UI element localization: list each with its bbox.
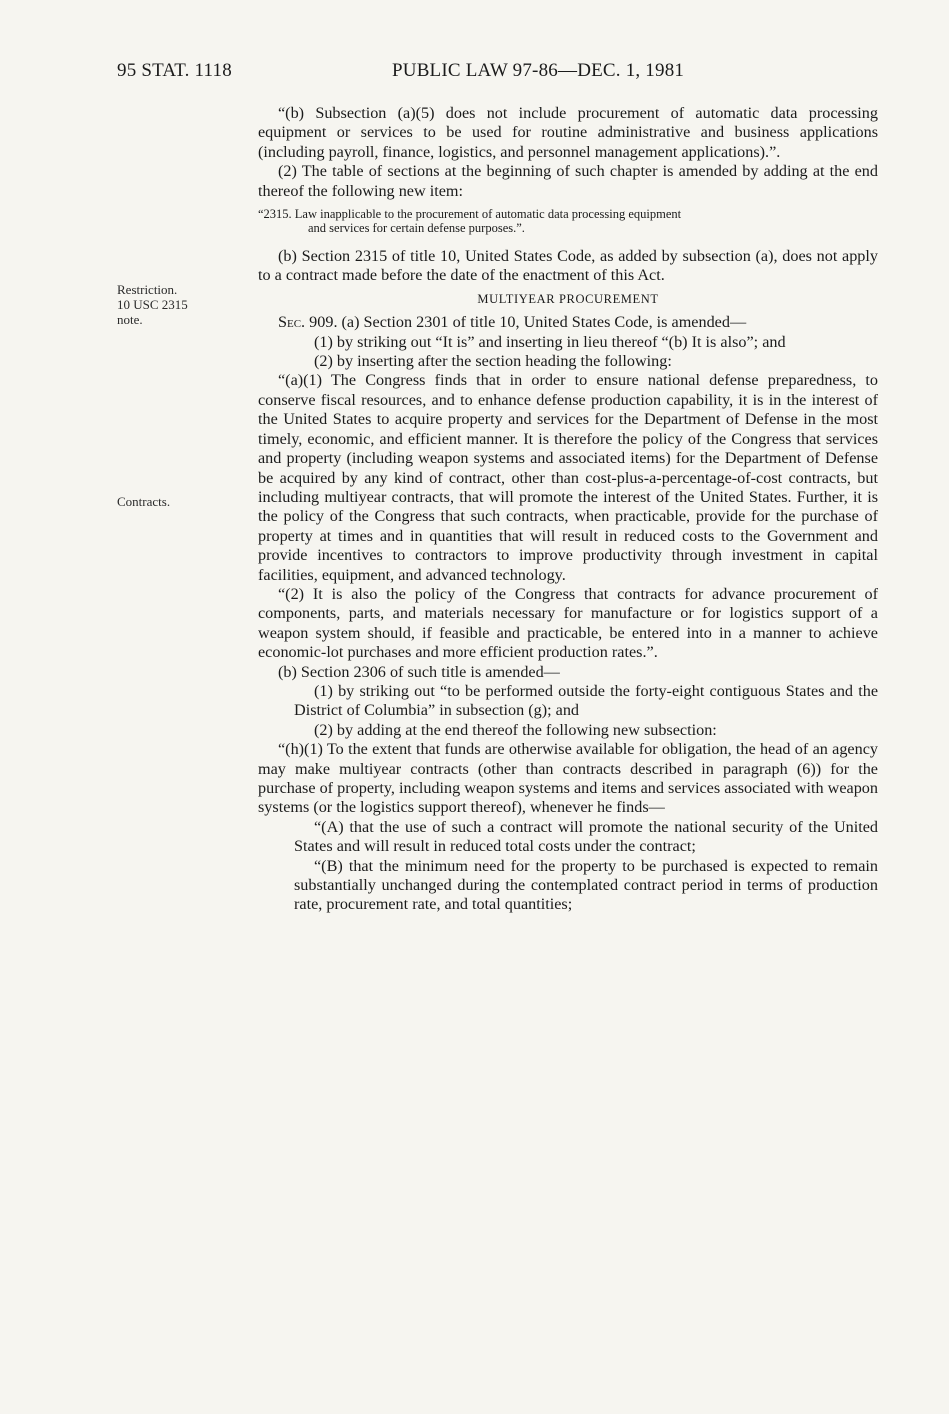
- paragraph: “(A) that the use of such a contract will promote the national security of the United States and will result in reduced total costs under the contract;: [294, 817, 878, 856]
- paragraph: (2) by adding at the end thereof the following new subsection:: [314, 720, 717, 739]
- sec-label: Sec.: [278, 313, 306, 332]
- paragraph: [258, 313, 878, 332]
- paragraph: (2) The table of sections at the beginning of such chapter is amended by adding at the end thereof the following new item:: [258, 162, 878, 200]
- margin-note-line: note.: [117, 312, 143, 327]
- table-item-line: “2315. Law inapplicable to the procurement of automatic data processing equipment: [258, 207, 682, 222]
- paragraph: “(a)(1) The Congress finds that in order to ensure national defense preparedness, to conserve fiscal resources, and to enhance defense production capability, it is in the interest of the United States to acquire property and services for the Department of Defense in the most timely, economic, and efficient manner. It is therefore the policy of the Congress that services and property (including weapon systems and associated items) for the Department of Defense be acquired by any kind of contract, other than cost-plus-a-percentage-of-cost contracts, but including multiyear contracts, that will promote the interest of the United States. Further, it is the policy of the Congress that such contracts, when practicable, provide for the purchase of property at times and in quantities that will result in reduced costs to the Government and provide incentives to contractors to improve productivity through investment in capital facilities, equipment, and advanced technology.: [258, 371, 878, 584]
- paragraph-text: 909. (a) Section 2301 of title 10, United States Code, is amended—: [309, 313, 747, 332]
- paragraph: (1) by striking out “It is” and inserting in lieu thereof “(b) It is also”; and: [314, 332, 786, 351]
- paragraph: “(2) It is also the policy of the Congress that contracts for advance procurement of components, parts, and materials necessary for manufacture or for logistics support of a weapon system should, if feasible and practicable, be entered into in a manner to achieve economic-lot purchases and more efficient production rates.”.: [258, 584, 878, 662]
- page-title: PUBLIC LAW 97-86—DEC. 1, 1981: [392, 60, 685, 81]
- paragraph: “(b) Subsection (a)(5) does not include procurement of automatic data processing equipment or services to be used for routine administrative and business applications (including payroll, finance, logistics, and personnel management applications).”.: [258, 104, 878, 161]
- paragraph: (2) by inserting after the section heading the following:: [314, 352, 672, 371]
- table-of-sections-item: [258, 207, 878, 235]
- paragraph: (b) Section 2315 of title 10, United States Code, as added by subsection (a), does not apply to a contract made before the date of the enactment of this Act.: [258, 247, 878, 285]
- margin-note-line: Restriction.: [117, 282, 178, 297]
- table-item-line: and services for certain defense purposes.”.: [308, 221, 525, 236]
- margin-note-line: 10 USC 2315: [117, 297, 188, 312]
- body-text: [258, 104, 878, 915]
- margin-note-contracts: [117, 494, 237, 509]
- paragraph: “(h)(1) To the extent that funds are otherwise available for obligation, the head of an agency may make multiyear contracts (other than contracts described in paragraph (6)) for the purchase of property, including weapon systems and items and services associated with weapon systems (or the logistics support thereof), whenever he finds—: [258, 740, 878, 817]
- paragraph: (b) Section 2306 of such title is amended—: [278, 662, 560, 681]
- paragraph: “(B) that the minimum need for the property to be purchased is expected to remain substantially unchanged during the contemplated contract period in terms of production rate, procurement rate, and total quantities;: [294, 856, 878, 914]
- running-head: [117, 60, 877, 84]
- section-heading: MULTIYEAR PROCUREMENT: [477, 291, 659, 306]
- paragraph: (1) by striking out “to be performed outside the forty-eight contiguous States and the District of Columbia” in subsection (g); and: [294, 681, 878, 720]
- stat-page-number: 95 STAT. 1118: [117, 60, 232, 81]
- margin-note-restriction: [117, 282, 237, 327]
- margin-note-line: Contracts.: [117, 494, 171, 509]
